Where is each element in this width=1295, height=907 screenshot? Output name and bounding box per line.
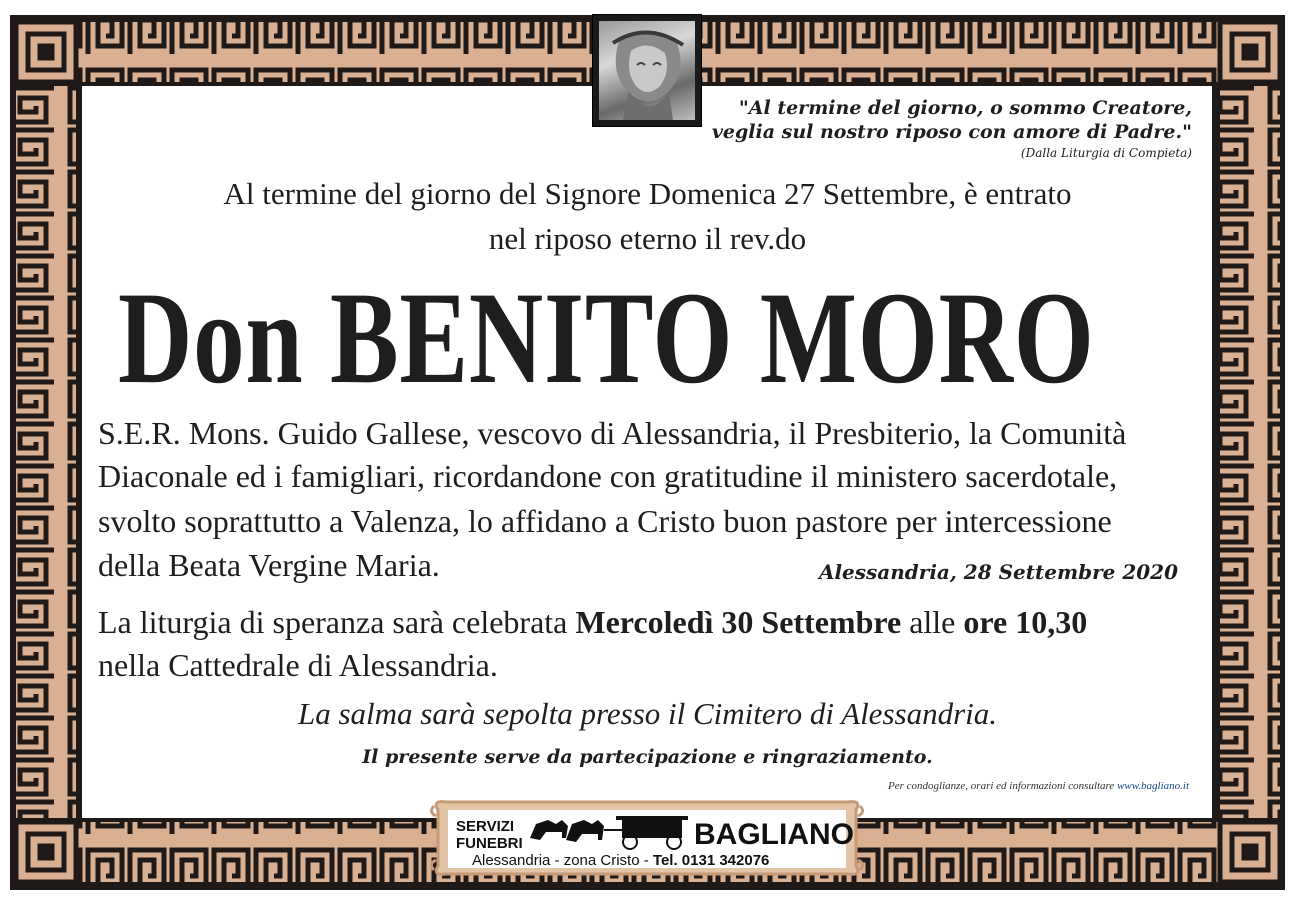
liturgy-mid: alle <box>901 604 964 640</box>
logo-brand: BAGLIANO <box>694 818 854 851</box>
liturgy-day: Mercoledì 30 Settembre <box>575 604 902 640</box>
liturgy-line-1 <box>98 601 1198 644</box>
christ-portrait-image <box>592 14 702 127</box>
announcement-line-2: Diaconale ed i famigliari, ricordandone con gratitudine il ministero sacerdotale, <box>98 458 1118 494</box>
thanks-note: Il presente serve da partecipazione e ringraziamento. <box>362 746 933 768</box>
logo-address <box>472 852 769 869</box>
bagliano-logo <box>428 796 866 878</box>
liturgy-line-2: nella Cattedrale di Alessandria. <box>98 647 498 683</box>
liturgy-quote <box>712 96 1192 162</box>
intro-line-1: Al termine del giorno del Signore Domenica 27 Settembre, è entrato <box>223 176 1072 211</box>
announcement-line-1: S.E.R. Mons. Guido Gallese, vescovo di Alessandria, il Presbiterio, la Comunità <box>98 415 1127 451</box>
contact-website-link[interactable]: www.bagliano.it <box>1117 780 1189 792</box>
logo-phone: Tel. 0131 342076 <box>652 852 770 869</box>
announcement-line-4: della Beata Vergine Maria. <box>98 547 440 583</box>
logo-funebri: FUNEBRI <box>456 835 523 852</box>
liturgy-pre: La liturgia di speranza sarà celebrata <box>98 604 576 640</box>
burial-note: La salma sarà sepolta presso il Cimitero di Alessandria. <box>298 696 997 731</box>
quote-source: (Dalla Liturgia di Compieta) <box>1020 146 1192 160</box>
deceased-name: Don BENITO MORO <box>118 264 1095 411</box>
logo-servizi: SERVIZI <box>456 818 515 835</box>
announcement-line-3: svolto soprattutto a Valenza, lo affidano a Cristo buon pastore per intercessione <box>98 503 1112 539</box>
horse-carriage-icon <box>526 808 692 850</box>
place-date: Alessandria, 28 Settembre 2020 <box>818 560 1178 584</box>
quote-line-2: veglia sul nostro riposo con amore di Padre." <box>711 121 1192 143</box>
quote-line-1: "Al termine del giorno, o sommo Creatore, <box>738 97 1192 119</box>
contact-info <box>888 780 1189 792</box>
liturgy-time: ore 10,30 <box>963 604 1088 640</box>
intro-line-2: nel riposo eterno il rev.do <box>488 221 807 256</box>
logo-servizi-funebri <box>456 818 523 852</box>
logo-address-text: Alessandria - zona Cristo - <box>472 852 653 869</box>
contact-text: Per condoglianze, orari ed informazioni consultare <box>888 780 1118 792</box>
